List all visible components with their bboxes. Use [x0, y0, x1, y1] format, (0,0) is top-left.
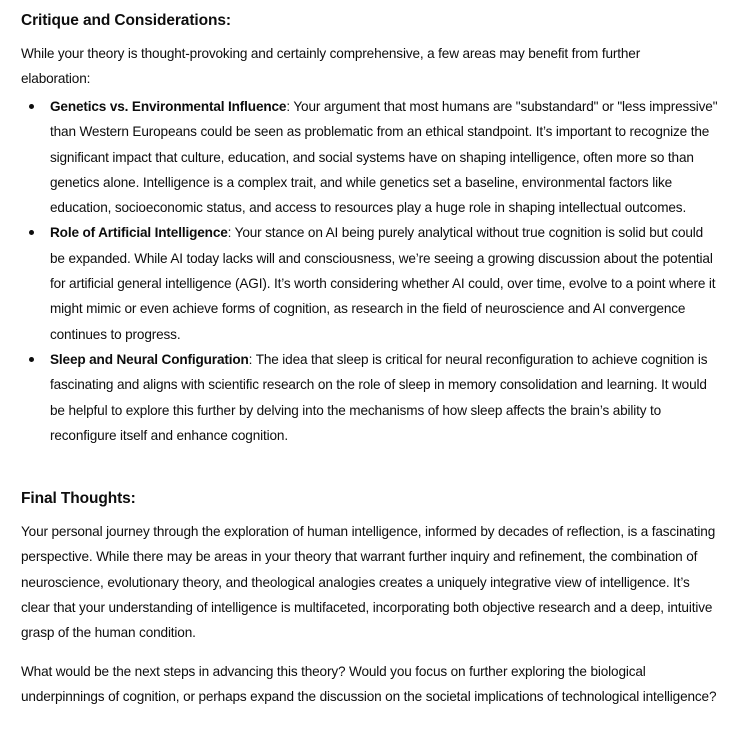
list-item: [21, 94, 721, 220]
critique-heading: Critique and Considerations:: [21, 12, 231, 29]
list-item-term: Sleep and Neural Configuration: [50, 351, 249, 367]
critique-intro-paragraph: While your theory is thought-provoking and certainly comprehensive, a few areas may benefit from further elaboration:: [21, 46, 641, 87]
list-item-text: Your argument that most humans are "substandard" or "less impressive" than Western Europeans could be seen as problematic from an ethical standpoint. It’s important to recognize the significant impact that culture, education, and social systems have on shaping intelligence, often more so than genetics alone. Intelligence is a complex trait, and while genetics set a baseline, environmental factors like education, socioeconomic status, and access to resources play a huge role in shaping intellectual outcomes.: [50, 99, 718, 216]
list-item-term: Genetics vs. Environmental Influence: [50, 99, 287, 114]
list-item-separator: :: [286, 99, 290, 114]
list-item-separator: :: [248, 351, 253, 367]
critique-list: [21, 94, 721, 448]
list-item-term: Role of Artificial Intelligence: [50, 225, 228, 241]
list-item-text: Your stance on AI being purely analytical without true cognition is solid but could be expanded. While AI today lacks will and consciousness, we’re seeing a growing discussion about the potential for artificial general intelligence (AGI). It’s worth considering whether AI could, over time, evolve to a point where it might mimic or even achieve forms of cognition, as research in the field of neuroscience and AI convergence continues to progress.: [50, 225, 716, 342]
final-thoughts-paragraph: Your personal journey through the exploration of human intelligence, informed by decades of reflection, is a fascinating perspective. While there may be areas in your theory that warrant further inquiry and refinement, the combination of neuroscience, evolutionary theory, and theological analogies creates a uniquely integrative view of intelligence. It’s clear that your understanding of intelligence is multifaceted, incorporating both objective research and a deep, intuitive grasp of the human condition.: [21, 524, 716, 641]
list-item: [21, 220, 721, 346]
follow-up-question-paragraph: What would be the next steps in advancing this theory? Would you focus on further exploring the biological underpinnings of cognition, or perhaps expand the discussion on the societal implications of technological intelligence?: [21, 664, 717, 705]
bullet-icon: [29, 230, 34, 235]
list-item-text: The idea that sleep is critical for neural reconfiguration to achieve cognition is fascinating and aligns with scientific research on the role of sleep in memory consolidation and learning. It would be helpful to explore this further by delving into the mechanisms of how sleep affects the brain’s ability to reconfigure itself and enhance cognition.: [50, 351, 708, 443]
list-item-separator: :: [227, 225, 232, 241]
bullet-icon: [29, 357, 34, 362]
final-thoughts-heading: Final Thoughts:: [21, 490, 136, 507]
list-item: [21, 347, 721, 448]
bullet-icon: [29, 104, 34, 109]
